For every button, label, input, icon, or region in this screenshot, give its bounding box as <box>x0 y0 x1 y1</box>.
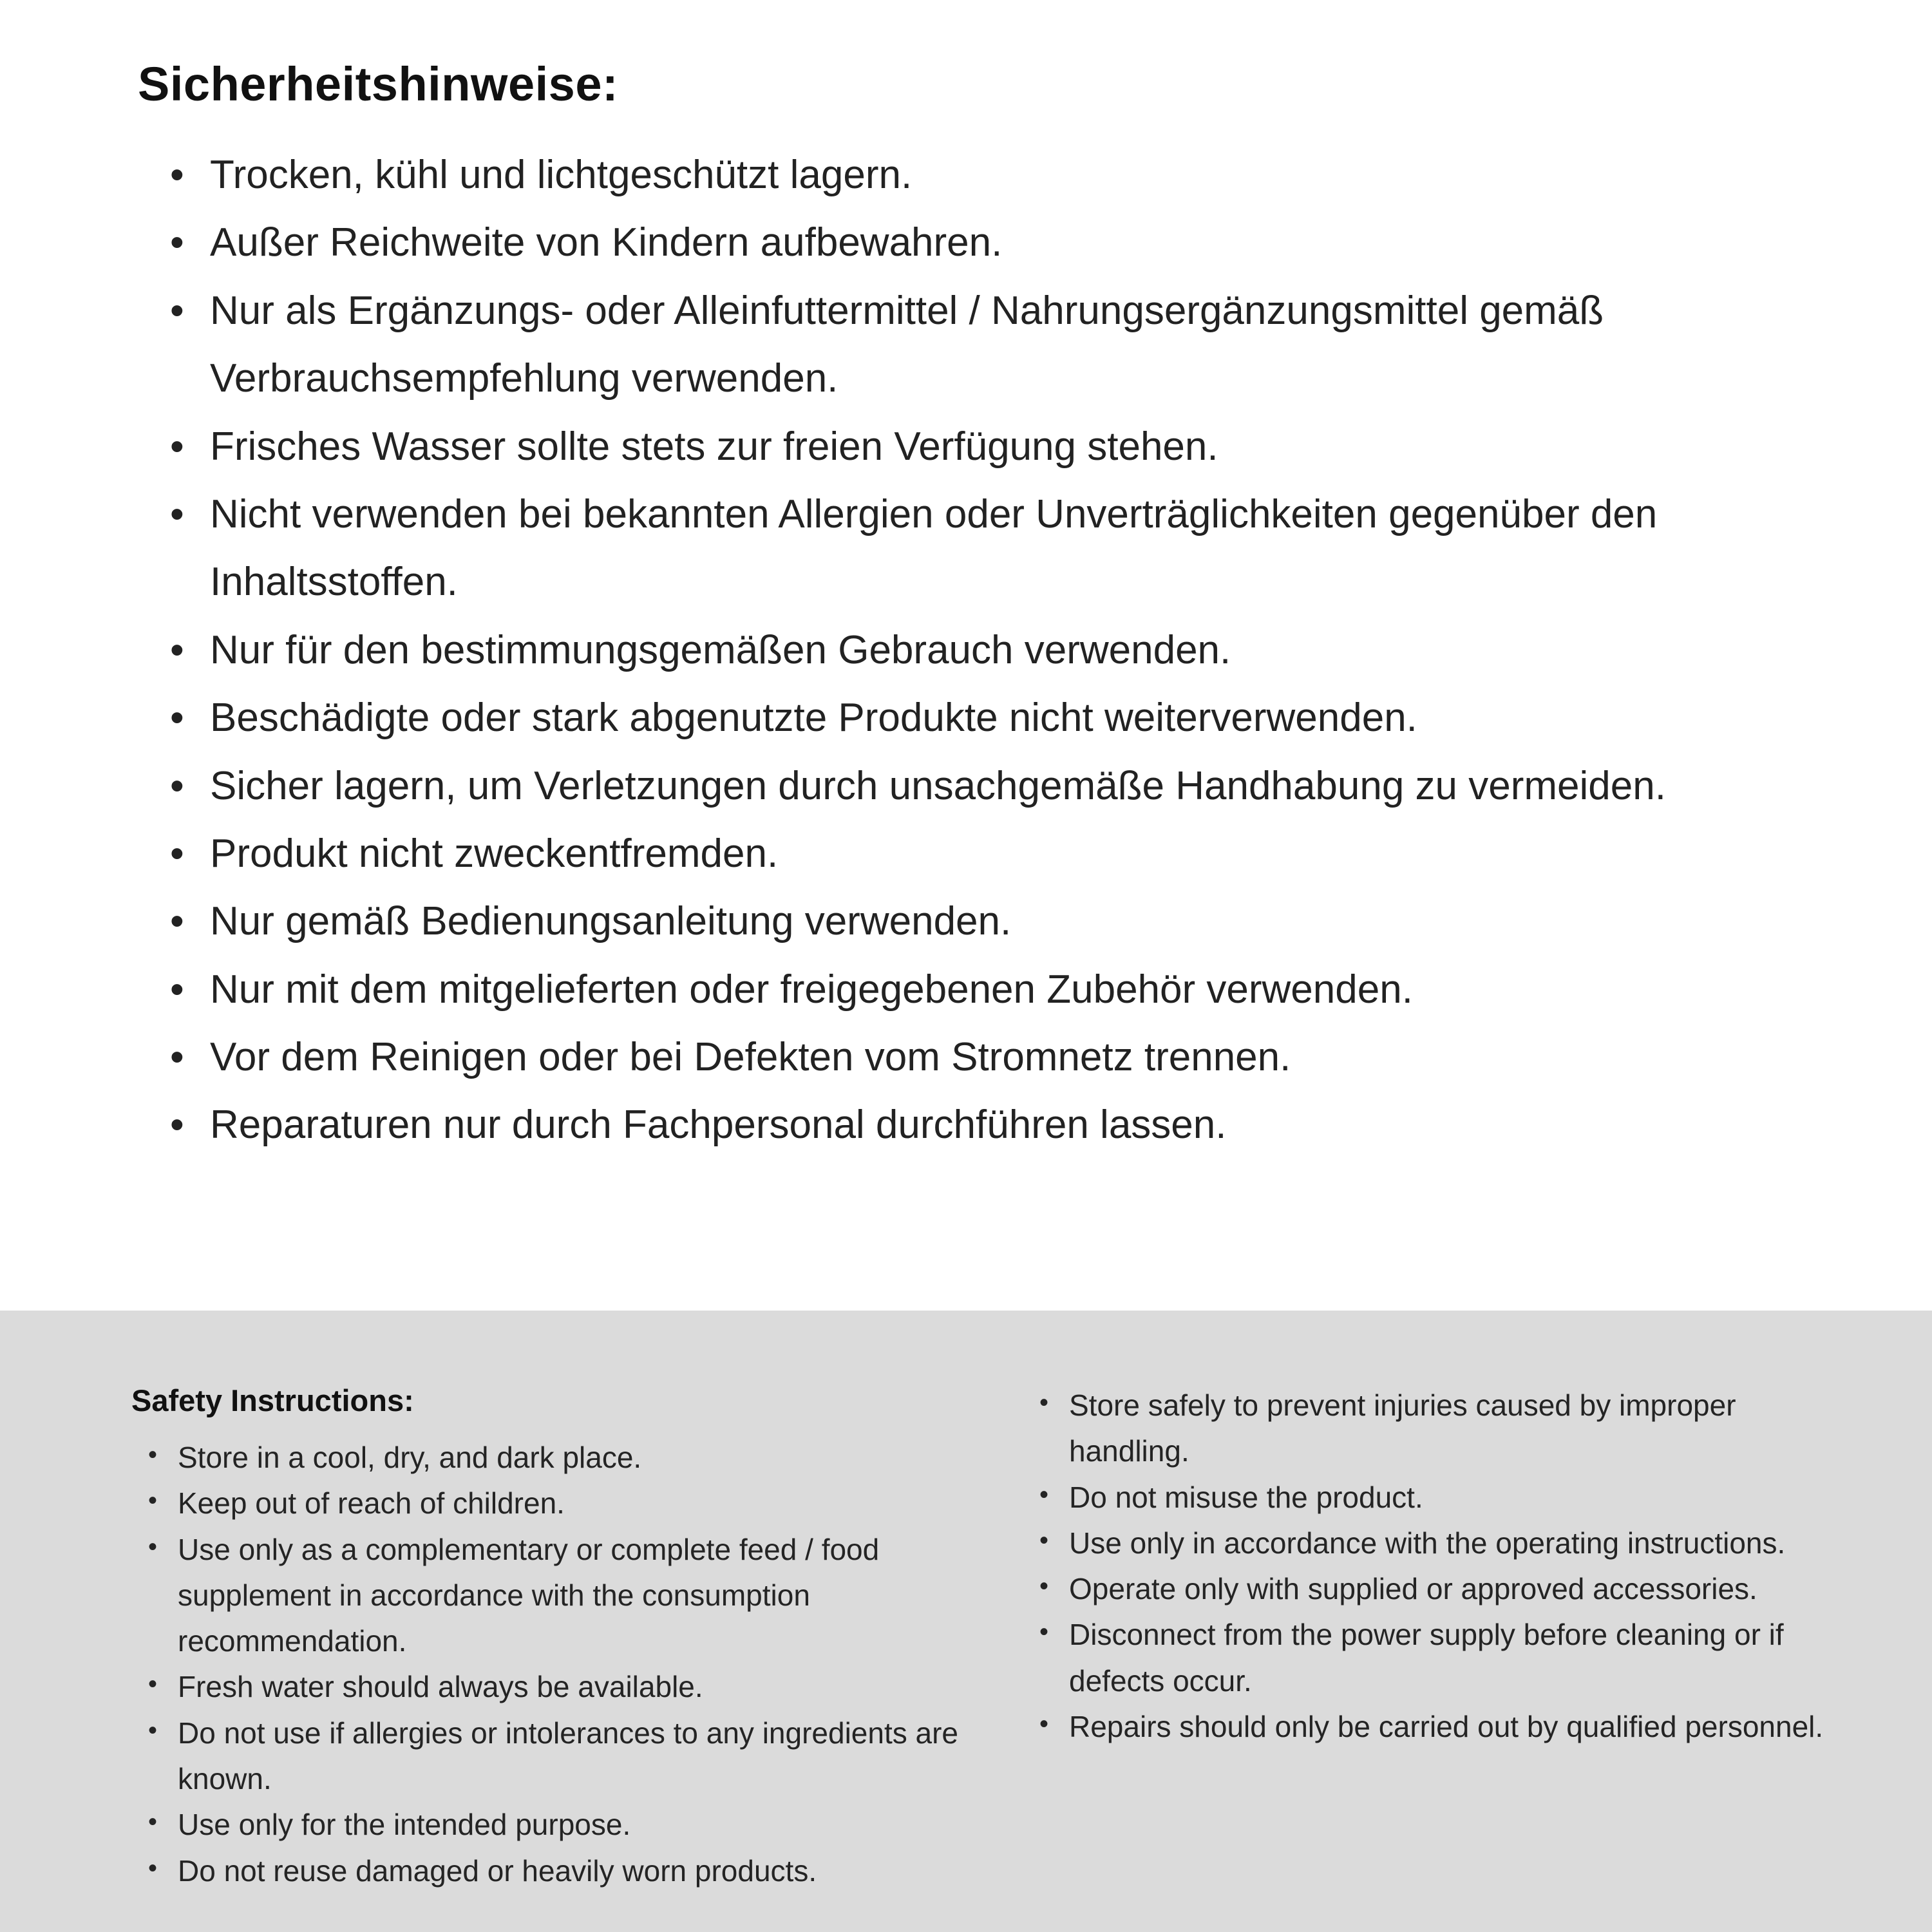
list-item: • Produkt nicht zweckentfremden. <box>170 820 1816 887</box>
english-right-column <box>1039 1383 1838 1932</box>
list-item: • Sicher lagern, um Verletzungen durch unsachgemäße Handhabung zu vermeiden. <box>170 752 1816 820</box>
list-item: • Nur als Ergänzungs- oder Alleinfuttermittel / Nahrungsergänzungsmittel gemäß Verbrauchsempfehlung verwenden. <box>170 277 1816 413</box>
list-item: • Nur mit dem mitgelieferten oder freigegebenen Zubehör verwenden. <box>170 956 1816 1023</box>
list-item: • Do not misuse the product. <box>1039 1475 1838 1520</box>
list-item: • Nur gemäß Bedienungsanleitung verwenden. <box>170 887 1816 955</box>
english-instructions-list-left <box>131 1435 969 1894</box>
list-item: • Beschädigte oder stark abgenutzte Produkte nicht weiterverwenden. <box>170 684 1816 752</box>
list-item: • Do not reuse damaged or heavily worn products. <box>148 1848 969 1894</box>
list-item: • Keep out of reach of children. <box>148 1481 969 1526</box>
list-item: • Store in a cool, dry, and dark place. <box>148 1435 969 1481</box>
list-item: • Frisches Wasser sollte stets zur freien Verfügung stehen. <box>170 413 1816 480</box>
english-instructions-list-right <box>1039 1383 1838 1750</box>
english-title: Safety Instructions: <box>131 1383 414 1417</box>
list-item: • Operate only with supplied or approved accessories. <box>1039 1566 1838 1612</box>
german-title: Sicherheitshinweise: <box>138 57 619 111</box>
english-left-column <box>131 1383 969 1932</box>
list-item: • Repairs should only be carried out by qualified personnel. <box>1039 1704 1838 1750</box>
list-item: • Use only as a complementary or complete feed / food supplement in accordance with the consumption recommendation. <box>148 1527 969 1665</box>
list-item: • Trocken, kühl und lichtgeschützt lagern. <box>170 141 1816 209</box>
list-item: • Nicht verwenden bei bekannten Allergien oder Unverträglichkeiten gegenüber den Inhaltsstoffen. <box>170 480 1816 616</box>
german-instructions-list <box>138 141 1816 1159</box>
list-item: • Use only for the intended purpose. <box>148 1802 969 1848</box>
list-item: • Vor dem Reinigen oder bei Defekten vom Stromnetz trennen. <box>170 1023 1816 1091</box>
list-item: • Reparaturen nur durch Fachpersonal durchführen lassen. <box>170 1091 1816 1159</box>
list-item: • Use only in accordance with the operating instructions. <box>1039 1520 1838 1566</box>
list-item: • Nur für den bestimmungsgemäßen Gebrauch verwenden. <box>170 616 1816 684</box>
list-item: • Store safely to prevent injuries caused by improper handling. <box>1039 1383 1838 1475</box>
list-item: • Fresh water should always be available. <box>148 1664 969 1710</box>
english-section <box>0 1311 1932 1932</box>
list-item: • Disconnect from the power supply before cleaning or if defects occur. <box>1039 1612 1838 1704</box>
list-item: • Außer Reichweite von Kindern aufbewahren. <box>170 209 1816 276</box>
list-item: • Do not use if allergies or intolerances to any ingredients are known. <box>148 1710 969 1803</box>
